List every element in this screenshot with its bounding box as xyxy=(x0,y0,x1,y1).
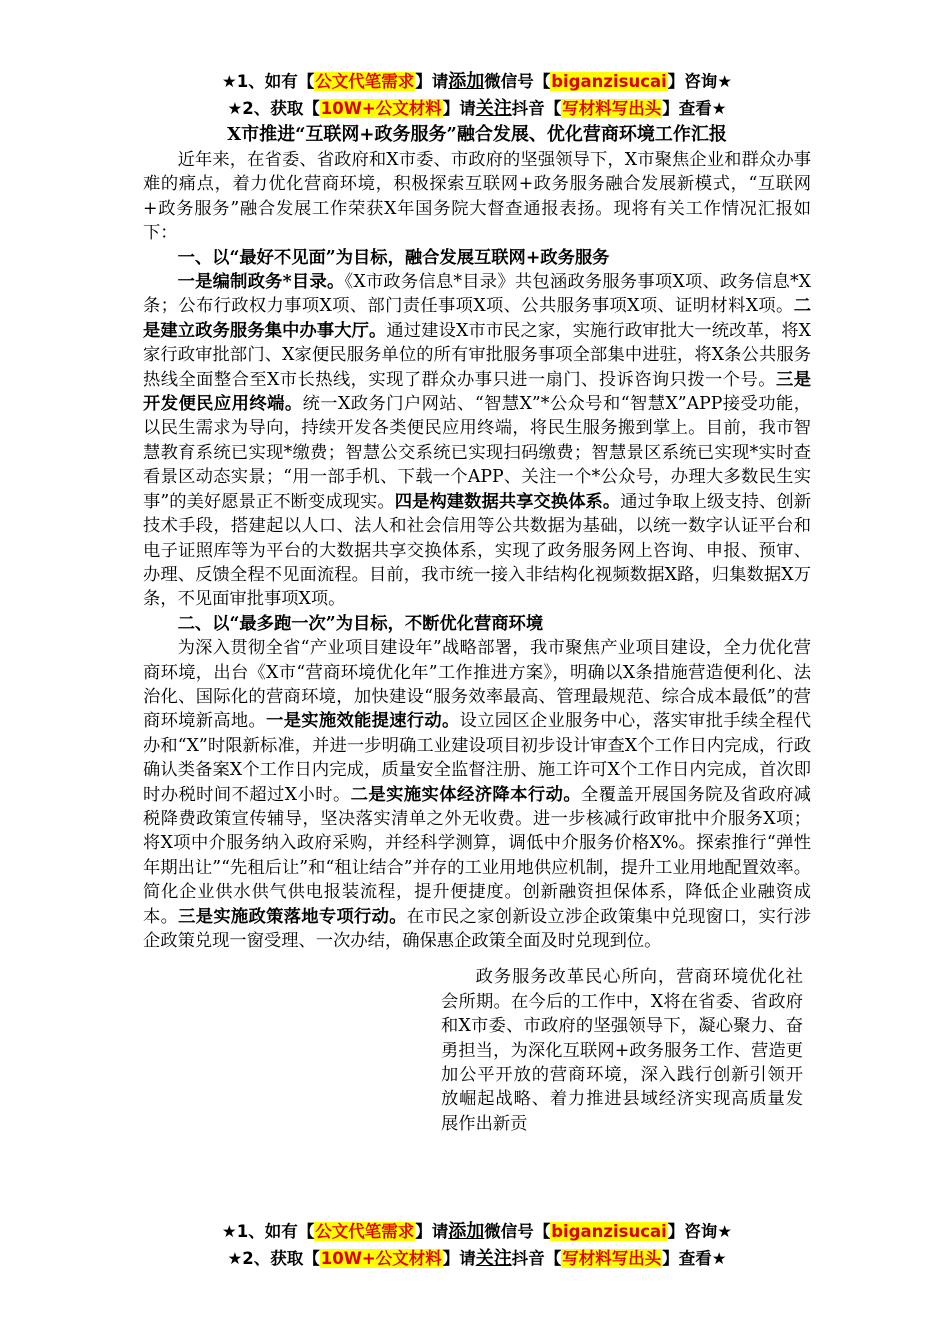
highlight-text: biganzisucai xyxy=(551,1222,667,1241)
document-body xyxy=(143,148,811,953)
paragraph-text: 通过建设X市市民之家，实施行政审批大一统改革，将X家行政审批部门、X家便民服务单位的所有审批服务事项全部集中进驻，将X条公共服务热线全面整合至X市长热线，实现了群众办事只进一扇门、投诉咨询只拨一个号。 xyxy=(143,320,811,390)
document-title: X市推进“互联网+政务服务”融合发展、优化营商环境工作汇报 xyxy=(227,124,727,145)
promo-text: 】请 xyxy=(415,1222,449,1241)
promo-text: 微信号【 xyxy=(484,72,551,91)
emphasis-text: 添加 xyxy=(448,71,485,92)
emphasis-text: 关注 xyxy=(475,1248,512,1269)
highlight-text: 公文代笔需求 xyxy=(315,1222,415,1241)
lead-phrase: 一是编制政务*目录。 xyxy=(177,272,345,293)
section-2-paragraph xyxy=(143,636,811,953)
lead-phrase: 二是建立政务服务集中办事大厅。 xyxy=(143,296,811,341)
highlight-text: biganzisucai xyxy=(551,72,667,91)
promo-text: 】请 xyxy=(415,72,449,91)
highlight-text: 公文代笔需求 xyxy=(315,72,415,91)
closing-block xyxy=(441,965,803,1136)
highlight-text: 写材料写出头 xyxy=(562,99,662,118)
highlight-text: 10W+公文材料 xyxy=(320,1249,442,1268)
paragraph-text: 设立园区企业服务中心，落实审批手续全程代办和“X”时限新标准，并进一步明确工业建设项目初步设计审查X个工作日内完成，行政确认类备案X个工作日内完成，质量安全监督注册、施工许可X个工作日内完成，首次即时办税时间不超过X小时。 xyxy=(143,711,811,805)
promo-banner-bottom xyxy=(143,1218,811,1272)
promo-text: 】查看★ xyxy=(662,99,727,118)
promo-text: ★1、如有【 xyxy=(221,72,315,91)
promo-line-1 xyxy=(143,68,811,95)
promo-text: ★2、获取【 xyxy=(227,99,320,118)
promo-line-2 xyxy=(143,1245,811,1272)
promo-text: 抖音【 xyxy=(511,99,562,118)
promo-line-1 xyxy=(143,1218,811,1245)
document-page xyxy=(143,68,811,1136)
section-1-paragraph xyxy=(143,270,811,612)
promo-text: ★2、获取【 xyxy=(227,1249,320,1268)
promo-text: 抖音【 xyxy=(511,1249,562,1268)
promo-text: ★1、如有【 xyxy=(221,1222,315,1241)
promo-text: 】请 xyxy=(442,99,476,118)
lead-phrase: 三是开发便民应用终端。 xyxy=(143,369,811,415)
paragraph-text: 全覆盖开展国务院及省政府减税降费政策宣传辅导，坚决落实清单之外无收费。进一步核减行政审批中介服务X项；将X项中介服务纳入政府采购，并经科学测算，调低中介服务价格X%。探索推行“弹性年期出让”“先租后让”和“租让结合”并存的工业用地供应机制，提升工业用地配置效率。简化企业供水供气供电报装流程，提升便捷度。创新融资担保体系，降低企业融资成本。 xyxy=(143,784,811,927)
promo-text: 】咨询★ xyxy=(667,72,733,91)
lead-phrase: 一是实施效能提速行动。 xyxy=(266,711,460,732)
lead-phrase: 三是实施政策落地专项行动。 xyxy=(178,906,407,927)
lead-phrase: 二是实施实体经济降本行动。 xyxy=(350,784,582,805)
emphasis-text: 添加 xyxy=(448,1221,485,1242)
paragraph-text: 通过争取上级支持、创新技术手段，搭建起以人口、法人和社会信用等公共数据为基础，以统一数字认证平台和电子证照库等为平台的大数据共享交换体系，实现了政务服务网上咨询、申报、预审、办理、反馈全程不见面流程。目前，我市统一接入非结构化视频数据X路，归集数据X万条，不见面审批事项X项。 xyxy=(143,491,811,610)
promo-banner-top xyxy=(143,68,811,122)
paragraph-text: 在市民之家创新设立涉企政策集中兑现窗口，实行涉企政策兑现一窗受理、一次办结，确保惠企政策全面及时兑现到位。 xyxy=(143,906,811,951)
promo-line-2 xyxy=(143,95,811,122)
intro-paragraph: 近年来，在省委、省政府和X市委、市政府的坚强领导下，X市聚焦企业和群众办事难的痛点，着力优化营商环境，积极探索互联网+政务服务融合发展新模式，“互联网+政务服务”融合发展工作荣获X年国务院大督查通报表扬。现将有关工作情况汇报如下： xyxy=(143,150,811,244)
paragraph-text: 为深入贯彻全省“产业项目建设年”战略部署，我市聚焦产业项目建设，全力优化营商环境，出台《X市“营商环境优化年”工作推进方案》，明确以X条措施营造便利化、法治化、国际化的营商环境，加快建设“服务效率最高、管理最规范、综合成本最低”的营商环境新高地。 xyxy=(143,638,811,732)
section-2-heading: 二、以“最多跑一次”为目标，不断优化营商环境 xyxy=(177,613,544,634)
paragraph-text: 《X市政务信息*目录》共包涵政务服务事项X项、政务信息*X条；公布行政权力事项X项、部门责任事项X项、公共服务事项X项、证明材料X项。 xyxy=(143,272,811,317)
closing-paragraph: 政务服务改革民心所向，营商环境优化社会所期。在今后的工作中，X将在省委、省政府和X市委、市政府的坚强领导下，凝心聚力、奋勇担当，为深化互联网+政务服务工作、营造更加公平开放的营商环境，深入践行创新引领开放崛起战略、着力推进县域经济实现高质量发展作出新贡 xyxy=(441,967,803,1134)
promo-text: 】请 xyxy=(442,1249,476,1268)
highlight-text: 写材料写出头 xyxy=(562,1249,662,1268)
promo-text: 】查看★ xyxy=(662,1249,727,1268)
highlight-text: 10W+公文材料 xyxy=(320,99,442,118)
section-1-heading: 一、以“最好不见面”为目标，融合发展互联网+政务服务 xyxy=(177,247,610,268)
lead-phrase: 四是构建数据共享交换体系。 xyxy=(394,491,621,512)
promo-text: 】咨询★ xyxy=(667,1222,733,1241)
paragraph-text: 统一X政务门户网站、“智慧X”*公众号和“智慧X”APP接受功能，以民生需求为导向，持续开发各类便民应用终端，将民生服务搬到掌上。目前，我市智慧教育系统已实现*缴费；智慧公交系统已实现扫码缴费；智慧景区系统已实现*实时查看景区动态实景；“用一部手机、下载一个APP、关注一个*公众号，办理大多数民生实事”的美好愿景正不断变成现实。 xyxy=(143,394,811,512)
emphasis-text: 关注 xyxy=(475,98,512,119)
promo-text: 微信号【 xyxy=(484,1222,551,1241)
